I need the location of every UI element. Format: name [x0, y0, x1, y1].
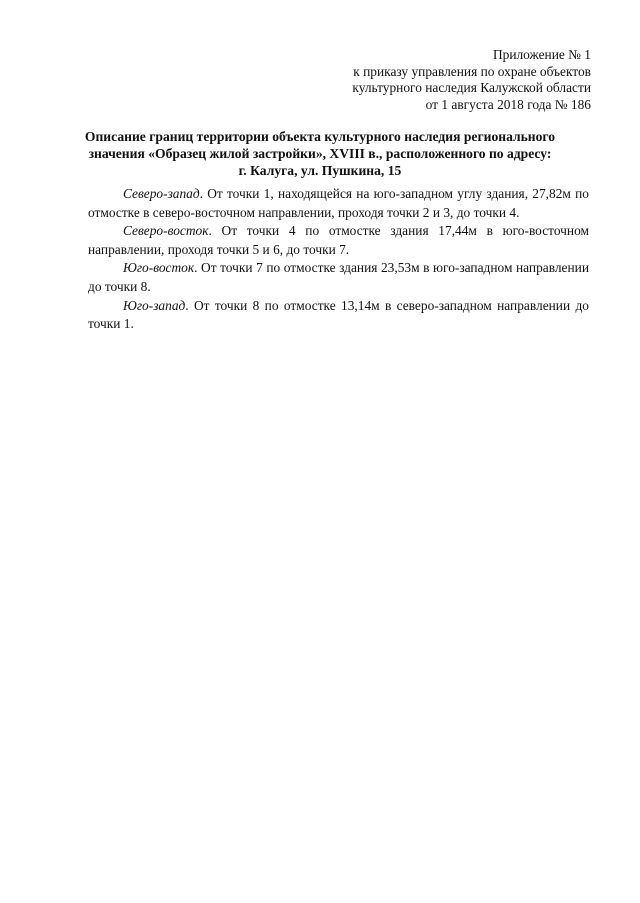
direction-label: Юго-запад: [123, 297, 186, 313]
title-line-3: г. Калуга, ул. Пушкина, 15: [238, 163, 402, 178]
title-line-1: Описание границ территории объекта культурного наследия регионального: [84, 129, 556, 144]
direction-label: Юго-восток: [123, 260, 195, 276]
direction-label: Северо-восток: [123, 223, 209, 239]
appendix-order-date: от 1 августа 2018 года № 186: [425, 96, 591, 112]
boundary-description: [88, 185, 589, 334]
paragraph-northwest: [88, 185, 589, 222]
document-title: [60, 128, 580, 179]
appendix-header: [352, 47, 591, 113]
direction-label: Северо-запад: [123, 186, 200, 201]
title-line-2: значения «Образец жилой застройки», XVIII в., расположенного по адресу:: [88, 146, 552, 161]
paragraph-northeast: [88, 222, 589, 259]
appendix-order-ref: к приказу управления по охране объектов: [353, 63, 591, 79]
paragraph-southwest: [88, 297, 589, 334]
paragraph-text: . От точки 8 по отмостке 13,14м в северо-западном направлении до точки 1.: [88, 297, 589, 332]
paragraph-text: . От точки 4 по отмостке здания 17,44м в юго-восточном направлении, проходя точки 5 и 6, до точки 7.: [88, 223, 589, 257]
appendix-number: Приложение № 1: [492, 47, 591, 62]
paragraph-text: . От точки 7 по отмостке здания 23,53м в юго-западном направлении до точки 8.: [88, 260, 589, 294]
paragraph-text: . От точки 1, находящейся на юго-западном углу здания, 27,82м по отмостке в северо-восточном направлении, проходя точки 2 и 3, до точки 4.: [88, 186, 589, 220]
paragraph-southeast: [88, 259, 589, 296]
appendix-authority: культурного наследия Калужской области: [352, 80, 591, 96]
